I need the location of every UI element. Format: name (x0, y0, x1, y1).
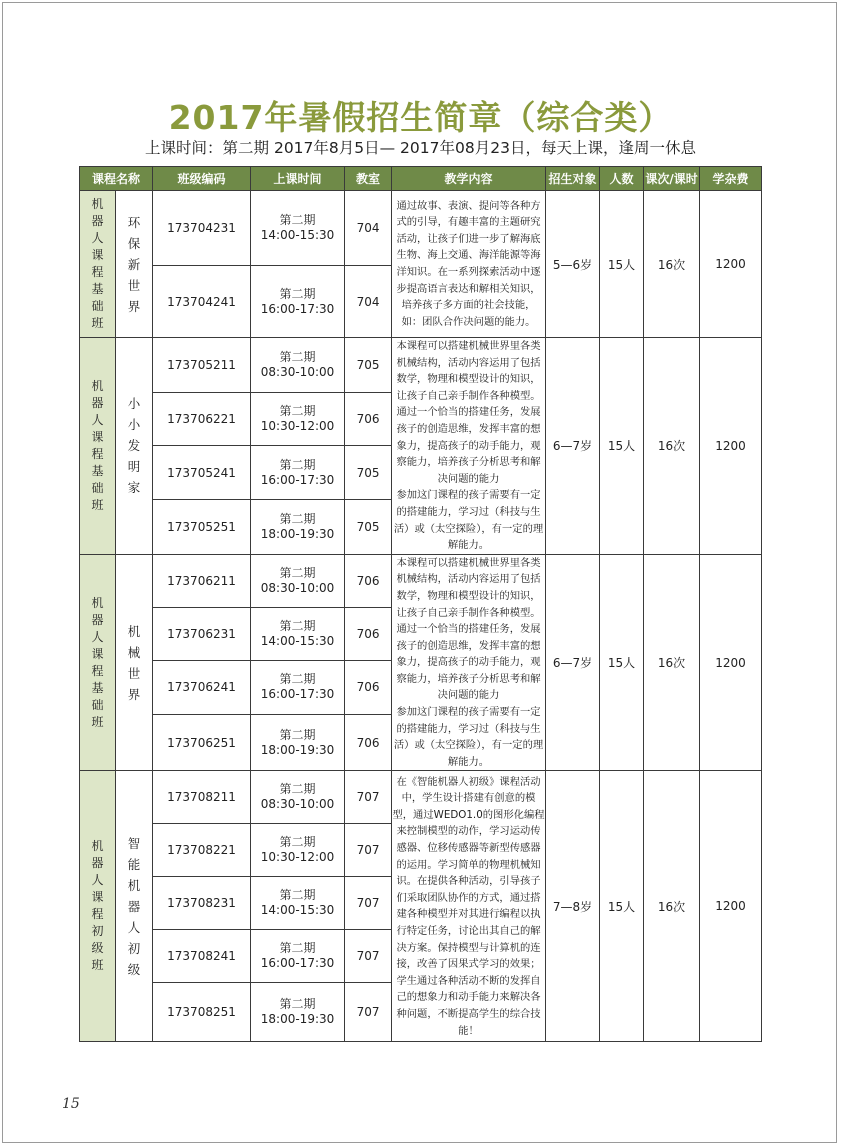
course-name-cell (116, 771, 153, 1042)
class-time-cell (251, 500, 345, 555)
class-time-cell (251, 824, 345, 877)
lesson-count: 16次 (644, 771, 700, 1042)
class-period: 第二期 (279, 349, 316, 364)
class-code: 173705211 (153, 338, 251, 393)
course-category: 机器人课程初级班 (91, 839, 104, 973)
course-content (392, 771, 546, 1042)
tuition-fee: 1200 (700, 191, 762, 338)
course-category-cell (80, 554, 116, 771)
classroom: 706 (345, 608, 392, 661)
class-period: 第二期 (279, 997, 316, 1012)
class-period: 第二期 (279, 672, 316, 687)
content-paragraph: 参加这门课程的孩子需要有一定的搭建能力，学习过（科技与生活）或（太空探险），有一定的理解能力。 (393, 706, 544, 768)
class-code: 173708221 (153, 824, 251, 877)
class-code: 173706211 (153, 554, 251, 608)
course-content (392, 191, 546, 338)
class-time: 10:30-12:00 (260, 419, 335, 433)
course-name-cell (116, 554, 153, 771)
class-time: 16:00-17:30 (260, 472, 335, 487)
lesson-count: 16次 (644, 554, 700, 771)
class-time-cell (251, 446, 345, 500)
table-header-row (80, 167, 762, 191)
class-time-cell (251, 608, 345, 661)
class-period: 第二期 (279, 941, 316, 956)
classroom: 704 (345, 191, 392, 266)
table-row (80, 554, 762, 608)
content-paragraph: 参加这门课程的孩子需要有一定的搭建能力，学习过（科技与生活）或（太空探险），有一定的理解能力。 (393, 489, 544, 552)
header-course-name: 课程名称 (80, 167, 153, 191)
page-title: 2017年暑假招生简章（综合类） (168, 98, 673, 137)
class-time-cell (251, 771, 345, 824)
course-category-cell (80, 191, 116, 338)
class-time: 10:30-12:00 (260, 850, 335, 865)
lesson-count: 16次 (644, 338, 700, 555)
classroom: 704 (345, 266, 392, 338)
class-code: 173706221 (153, 392, 251, 446)
class-code: 173704241 (153, 266, 251, 338)
class-period: 第二期 (279, 782, 316, 797)
classroom: 707 (345, 824, 392, 877)
schedule-table (79, 166, 762, 1042)
header-target: 招生对象 (546, 167, 600, 191)
content-paragraph: 通过一个恰当的搭建任务，发展孩子的创造思维，发挥丰富的想象力，提高孩子的动手能力，观察能力，培养孩子分析思考和解决问题的能力 (396, 406, 541, 485)
class-time: 08:30-10:00 (260, 581, 335, 596)
class-period: 第二期 (279, 835, 316, 850)
class-time-cell (251, 266, 345, 338)
target-age: 5—6岁 (546, 191, 600, 338)
course-category: 机器人课程基础班 (91, 595, 104, 729)
tuition-fee: 1200 (700, 338, 762, 555)
header-lessons: 课次/课时 (644, 167, 700, 191)
class-time: 14:00-15:30 (260, 903, 335, 918)
class-period: 第二期 (279, 511, 316, 526)
class-time-cell (251, 983, 345, 1042)
classroom: 706 (345, 392, 392, 446)
classroom: 706 (345, 554, 392, 608)
table-row (80, 771, 762, 824)
class-code: 173708231 (153, 877, 251, 930)
content-paragraph: 在《智能机器人初级》课程活动中，学生设计搭建有创意的模型，通过WEDO1.0的图形化编程来控制模型的动作，学习运动传感器、位移传感器等新型传感器的运用。学习简单的物理机械知识。在提供各种活动，引导孩子们采取团队协作的方式，通过搭建各种模型并对其进行编程以执行特定任务，讨论出其自己的解决方案。保持模型与计算机的连接，改善了因果式学习的效果；学生通过各种活动不断的发挥自己的想象力和动手能力来解决各种问题，不断提高学生的综合技能！ (392, 775, 545, 1037)
classroom: 705 (345, 500, 392, 555)
class-period: 第二期 (279, 619, 316, 634)
target-age: 6—7岁 (546, 338, 600, 555)
class-time-cell (251, 392, 345, 446)
class-time: 16:00-17:30 (260, 956, 335, 971)
class-period: 第二期 (279, 727, 316, 742)
course-content (392, 554, 546, 771)
header-content: 教学内容 (392, 167, 546, 191)
classroom: 706 (345, 661, 392, 715)
classroom: 705 (345, 338, 392, 393)
class-time: 18:00-19:30 (260, 526, 335, 541)
course-category: 机器人课程基础班 (91, 378, 104, 512)
tuition-fee: 1200 (700, 771, 762, 1042)
course-name-cell (116, 191, 153, 338)
content-paragraph: 通过故事、表演、提问等各种方式的引导，有趣丰富的主题研究活动，让孩子们进一步了解海底生物、海上交通、海洋能源等海洋知识。在一系列探索活动中逐步提高语言表达和解相关知识，培养孩子多方面的社会技能，如：团队合作决问题的能力。 (396, 199, 541, 328)
lesson-count: 16次 (644, 191, 700, 338)
classroom: 707 (345, 930, 392, 983)
page-number: 15 (62, 1096, 80, 1112)
class-time-cell (251, 554, 345, 608)
class-time: 08:30-10:00 (260, 364, 335, 379)
class-period: 第二期 (279, 566, 316, 581)
course-category-cell (80, 771, 116, 1042)
class-time-cell (251, 338, 345, 393)
table-body (80, 191, 762, 1042)
course-category-cell (80, 338, 116, 555)
header-fee: 学杂费 (700, 167, 762, 191)
class-time: 16:00-17:30 (260, 687, 335, 702)
content-paragraph: 通过一个恰当的搭建任务，发展孩子的创造思维，发挥丰富的想象力，提高孩子的动手能力，观察能力，培养孩子分析思考和解决问题的能力 (396, 623, 541, 702)
class-code: 173704231 (153, 191, 251, 266)
class-code: 173705251 (153, 500, 251, 555)
class-time-cell (251, 191, 345, 266)
classroom: 707 (345, 983, 392, 1042)
course-name: 机械世界 (127, 623, 141, 702)
classroom: 706 (345, 714, 392, 771)
class-period: 第二期 (279, 286, 316, 301)
enrollment-count: 15人 (600, 771, 644, 1042)
course-category: 机器人课程基础班 (91, 197, 104, 330)
classroom: 707 (345, 877, 392, 930)
tuition-fee: 1200 (700, 554, 762, 771)
classroom: 707 (345, 771, 392, 824)
page-subtitle: 上课时间：第二期 2017年8月5日— 2017年08月23日，每天上课，逢周一休息 (145, 139, 696, 157)
class-period: 第二期 (279, 888, 316, 903)
enrollment-count: 15人 (600, 554, 644, 771)
class-time: 18:00-19:30 (260, 1012, 335, 1027)
class-code: 173706251 (153, 714, 251, 771)
header-class-code: 班级编码 (153, 167, 251, 191)
class-time: 14:00-15:30 (260, 634, 335, 649)
content-paragraph: 本课程可以搭建机械世界里各类机械结构，活动内容运用了包括数学，物理和模型设计的知识，让孩子自己亲手制作各种模型。 (396, 340, 541, 402)
class-code: 173705241 (153, 446, 251, 500)
header-room: 教室 (345, 167, 392, 191)
class-time-cell (251, 714, 345, 771)
class-time: 18:00-19:30 (260, 742, 335, 757)
class-code: 173708211 (153, 771, 251, 824)
class-code: 173706231 (153, 608, 251, 661)
course-name: 智能机器人初级 (127, 835, 141, 977)
course-name: 环保新世界 (127, 214, 141, 314)
target-age: 7—8岁 (546, 771, 600, 1042)
target-age: 6—7岁 (546, 554, 600, 771)
content-paragraph: 本课程可以搭建机械世界里各类机械结构，活动内容运用了包括数学，物理和模型设计的知识，让孩子自己亲手制作各种模型。 (396, 556, 541, 619)
class-code: 173708251 (153, 983, 251, 1042)
header-count: 人数 (600, 167, 644, 191)
class-time-cell (251, 661, 345, 715)
enrollment-count: 15人 (600, 338, 644, 555)
class-time: 08:30-10:00 (260, 797, 335, 812)
course-content (392, 338, 546, 555)
class-time-cell (251, 930, 345, 983)
enrollment-count: 15人 (600, 191, 644, 338)
table-row (80, 338, 762, 393)
class-period: 第二期 (279, 404, 316, 418)
header-class-time: 上课时间 (251, 167, 345, 191)
table-row (80, 191, 762, 266)
class-code: 173706241 (153, 661, 251, 715)
class-code: 173708241 (153, 930, 251, 983)
classroom: 705 (345, 446, 392, 500)
class-time-cell (251, 877, 345, 930)
class-time: 14:00-15:30 (260, 228, 335, 242)
class-period: 第二期 (279, 457, 316, 472)
course-name-cell (116, 338, 153, 555)
course-name: 小小发明家 (127, 396, 141, 496)
class-time: 16:00-17:30 (260, 301, 335, 316)
class-period: 第二期 (279, 213, 316, 227)
